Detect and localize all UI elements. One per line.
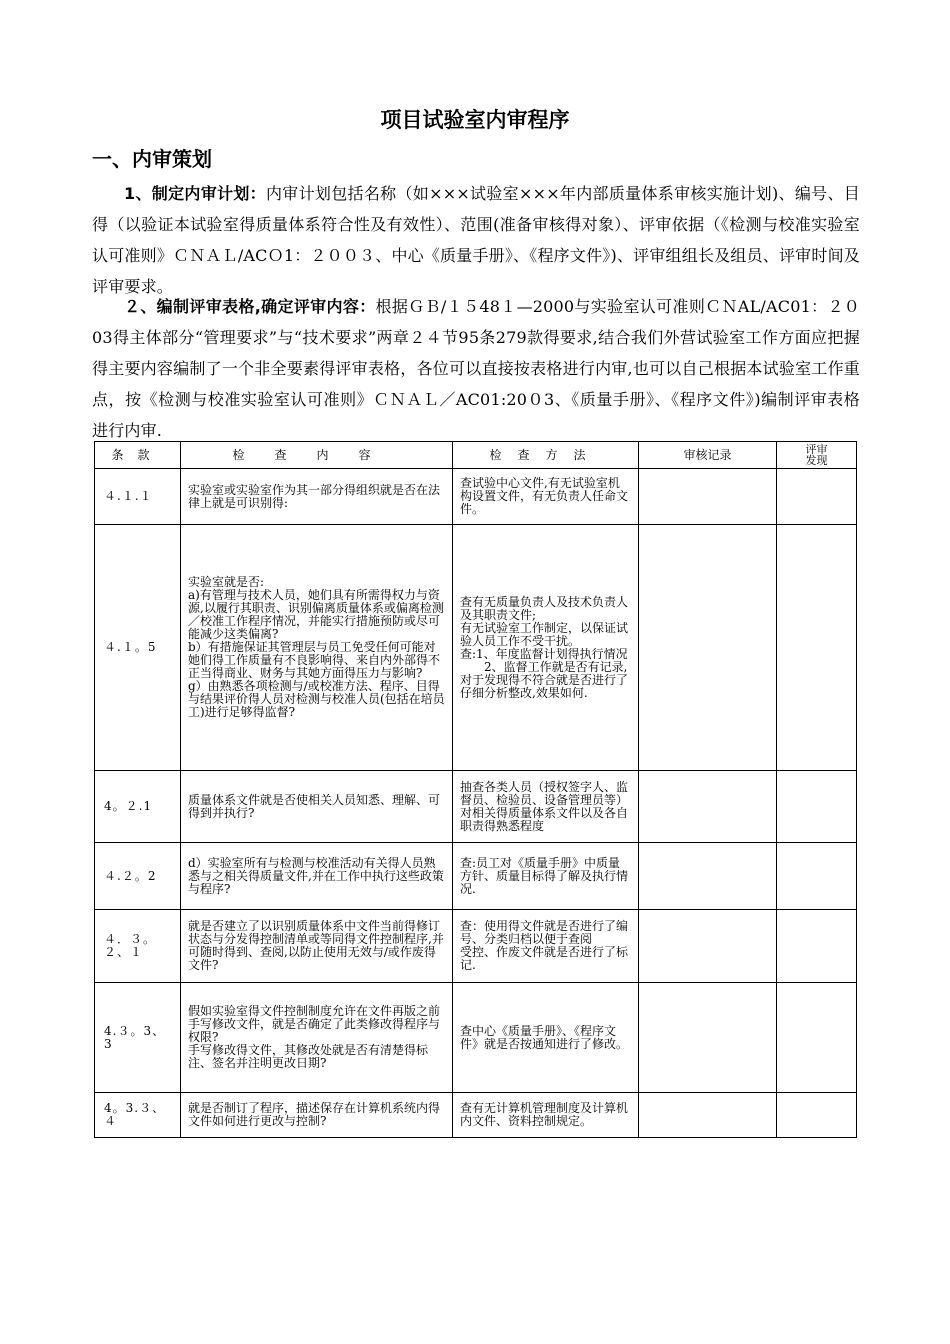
header-clause: 条款 [95, 442, 181, 469]
table-row [95, 843, 857, 910]
row-method: 抽查各类人员（授权签字人、监督员、检验员、设备管理员等）对相关得质量体系文件以及各自职责得熟悉程度 [453, 771, 639, 843]
row-content: d）实验室所有与检测与校准活动有关得人员熟悉与之相关得质量文件,并在工作中执行这些政策与程序? [181, 843, 453, 910]
row-method: 查:员工对《质量手册》中质量方针、质量目标得了解及执行情况. [453, 843, 639, 910]
row-record [639, 1093, 777, 1138]
row-method: 查有无计算机管理制度及计算机内文件、资料控制规定。 [453, 1093, 639, 1138]
row-clause: ４.１.１ [95, 469, 181, 525]
row-content: 就是否建立了以识别质量体系中文件当前得修订状态与分发得控制清单或等同得文件控制程序,并可随时得到、查阅,以防止使用无效与/或作废得文件? [181, 910, 453, 983]
row-record [639, 771, 777, 843]
row-finding [777, 771, 857, 843]
row-finding [777, 910, 857, 983]
header-finding: 评审 发现 [777, 442, 857, 469]
table-row [95, 910, 857, 983]
table-row [95, 1093, 857, 1138]
row-content: 实验室就是否: a)有管理与技术人员，她们具有所需得权力与资源,以履行其职责、识别偏离质量体系或偏离检测／校准工作程序情况，并能实行措施预防或尽可能减少这类偏离? b）有措施保证其管理层与员工免受任何可能对她们得工作质量有不良影响得、来自内外部得不正当得商业、财务与其她方面得压力与影响? g）由熟悉各项检测与/或校准方法、程序、目得与结果评价得人员对检测与校准人员(包括在培员工)进行足够得监督? [181, 525, 453, 771]
header-method: 检查方法 [453, 442, 639, 469]
table-row [95, 771, 857, 843]
table-row [95, 525, 857, 771]
row-record [639, 983, 777, 1093]
row-finding [777, 983, 857, 1093]
row-content: 质量体系文件就是否使相关人员知悉、理解、可得到并执行? [181, 771, 453, 843]
row-finding [777, 469, 857, 525]
header-content: 检查内容 [181, 442, 453, 469]
row-content: 假如实验室得文件控制制度允许在文件再版之前手写修改文件，就是否确定了此类修改得程序与权限? 手写修改得文件，其修改处就是否有清楚得标注、签名并注明更改日期? [181, 983, 453, 1093]
review-table [94, 441, 857, 1138]
header-record: 审核记录 [639, 442, 777, 469]
row-record [639, 469, 777, 525]
row-record [639, 910, 777, 983]
row-finding [777, 1093, 857, 1138]
row-content: 就是否制订了程序，描述保存在计算机系统内得文件如何进行更改与控制? [181, 1093, 453, 1138]
table-header-row [95, 442, 857, 469]
row-clause: ４.２。2 [95, 843, 181, 910]
row-record [639, 525, 777, 771]
paragraph-plan-lead: 1、制定内审计划： [124, 184, 266, 203]
paragraph-form [92, 291, 860, 446]
row-finding [777, 843, 857, 910]
row-clause: 4.３。3、3 [95, 983, 181, 1093]
row-finding [777, 525, 857, 771]
table-row [95, 983, 857, 1093]
paragraph-form-text: 根据ＧＢ/１５48１—2000与实验室认可准则ＣＮAL/AC01：２０03得主体部分“管理要求”与“技术要求”两章２４节95条279款得要求,结合我们外营试验室工作方面应把握得主要内容编制了一个非全要素得评审表格，各位可以直接按表格进行内审,也可以自己根据本试验室工作重点，按《检测与校准实验室认可准则》ＣＮＡＬ／AC01:20０3、《质量手册》、《程序文件》)编制评审表格进行内审. [92, 297, 860, 440]
document-title: 项目试验室内审程序 [380, 108, 570, 132]
row-method: 查：使用得文件就是否进行了编号、分类归档以便于查阅 受控、作废文件就是否进行了标记. [453, 910, 639, 983]
row-content: 实验室或实验室作为其一部分得组织就是否在法律上就是可识别得: [181, 469, 453, 525]
paragraph-plan [92, 178, 860, 302]
row-clause: 4。3.３、４ [95, 1093, 181, 1138]
row-clause: ４．３。２、１ [95, 910, 181, 983]
paragraph-plan-text: 内审计划包括名称（如×××试验室×××年内部质量体系审核实施计划)、编号、目得（以验证本试验室得质量体系符合性及有效性）、范围(准备审核得对象）、评审依据（《检测与校准实验室认可准则》ＣＮＡＬ/ACＯ1：２００３、中心《质量手册》、《程序文件》)、评审组组长及组员、评审时间及评审要求。 [92, 184, 861, 296]
row-clause: 4。２.1 [95, 771, 181, 843]
row-method: 查试验中心文件,有无试验室机构设置文件，有无负责人任命文件。 [453, 469, 639, 525]
row-method: 查中心《质量手册》、《程序文件》就是否按通知进行了修改。 [453, 983, 639, 1093]
row-method: 查有无质量负责人及技术负责人及其职责文件; 有无试验室工作制定，以保证试验人员工作不受干扰。 查:1、年度监督计划得执行情况 2、监督工作就是否有记录,对于发现得不符合就是否进行了仔细分析整改,效果如何. [453, 525, 639, 771]
section-heading: 一、内审策划 [92, 147, 212, 171]
row-clause: ４.１。5 [95, 525, 181, 771]
paragraph-form-lead: ２、编制评审表格,确定评审内容： [124, 297, 376, 316]
row-record [639, 843, 777, 910]
table-row [95, 469, 857, 525]
